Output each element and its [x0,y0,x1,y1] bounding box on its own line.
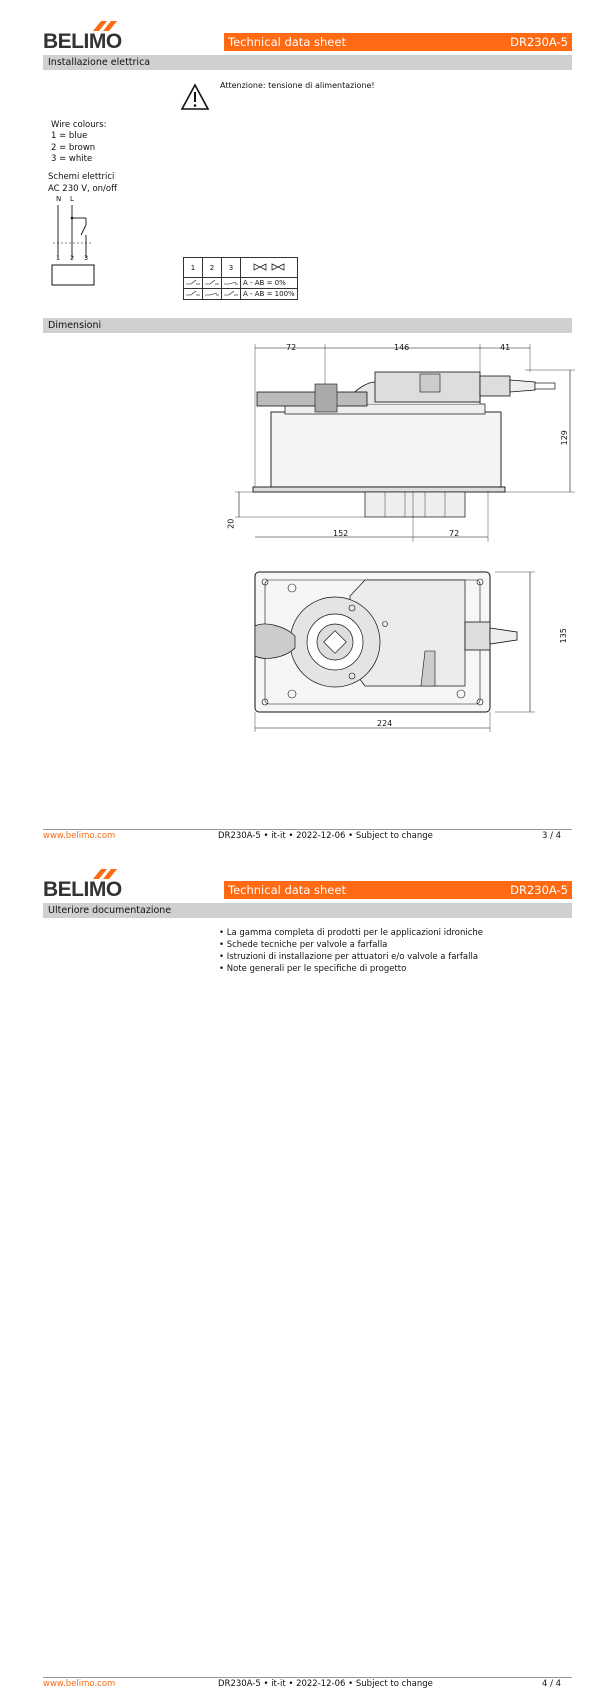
dim-side-41: 41 [500,343,511,352]
footer-info: DR230A-5 • it-it • 2022-12-06 • Subject to change [218,831,433,841]
footer-info: DR230A-5 • it-it • 2022-12-06 • Subject to change [218,1679,433,1689]
header-bar [224,33,572,51]
belimo-logo [43,24,123,54]
switch-open-icon [184,278,203,289]
actuator-side-view-drawing [225,342,585,552]
list-item: • Schede tecniche per valvole a farfalla [219,939,483,951]
schematic-subtitle: AC 230 V, on/off [48,184,117,194]
header-model: DR230A-5 [510,883,568,897]
footer-url-link[interactable]: www.belimo.com [43,1679,116,1689]
warning-text: Attenzione: tensione di alimentazione! [220,81,375,90]
dim-side-72-top: 72 [286,343,297,352]
logo-text: BELIMO [43,30,122,53]
dim-top-224: 224 [377,719,393,728]
list-item: • Istruzioni di installazione per attuatori e/o valvole a farfalla [219,951,483,963]
documentation-list [219,927,483,975]
section-ulteriore-documentazione: Ulteriore documentazione [43,903,572,918]
switch-closed-icon [222,278,241,289]
switch-open-icon [222,289,241,300]
section-installazione: Installazione elettrica [43,55,572,70]
footer-page-number: 3 / 4 [542,831,562,841]
terminal-n-label: N [56,195,62,203]
terminal-l-label: L [70,195,74,203]
wire-number-3: 3 [84,254,89,262]
switch-open-icon [203,278,222,289]
dim-side-146: 146 [394,343,410,352]
wire-colours-title: Wire colours: [51,120,107,130]
wire-colour-2: 2 = brown [51,143,96,153]
table-row-0: A - AB = 0% [241,278,298,289]
switching-table [183,257,298,300]
header-model: DR230A-5 [510,35,568,49]
switch-closed-icon [203,289,222,300]
page-4 [0,848,600,1696]
logo-swoosh-icon [89,869,119,879]
dim-side-72-bottom: 72 [449,529,460,538]
table-header-3: 3 [222,258,241,278]
wire-number-1: 1 [56,254,61,262]
warning-triangle-icon [181,84,209,110]
table-header-2: 2 [203,258,222,278]
table-row-1: A - AB = 100% [241,289,298,300]
dim-side-129: 129 [559,430,569,446]
footer-divider [43,1677,572,1678]
wire-number-2: 2 [70,254,75,262]
wire-colour-3: 3 = white [51,154,93,164]
footer-divider [43,829,572,830]
belimo-logo [43,872,123,902]
actuator-top-view-drawing [225,566,585,736]
wire-colour-1: 1 = blue [51,131,88,141]
footer-page-number: 4 / 4 [542,1679,562,1689]
valve-symbol-icon [241,258,298,278]
header-title: Technical data sheet [228,883,346,897]
footer-url-link[interactable]: www.belimo.com [43,831,116,841]
dim-side-20: 20 [226,518,236,529]
dim-side-152: 152 [333,529,349,538]
dim-top-135: 135 [558,628,568,644]
switch-open-icon [184,289,203,300]
header-bar [224,881,572,899]
header-title: Technical data sheet [228,35,346,49]
list-item: • La gamma completa di prodotti per le applicazioni idroniche [219,927,483,939]
logo-text: BELIMO [43,878,122,901]
schematic-title: Schemi elettrici [48,172,115,182]
list-item: • Note generali per le specifiche di progetto [219,963,483,975]
section-dimensioni: Dimensioni [43,318,572,333]
table-header-1: 1 [184,258,203,278]
logo-swoosh-icon [89,21,119,31]
